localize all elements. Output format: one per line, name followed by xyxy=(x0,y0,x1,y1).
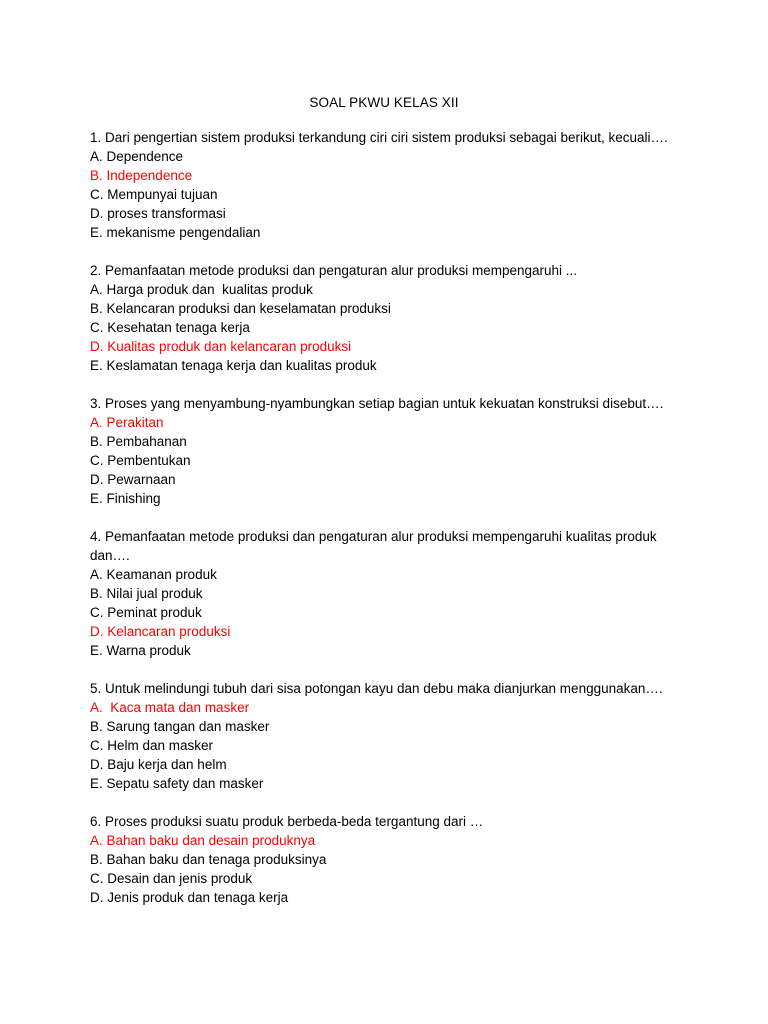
option-e: E. Finishing xyxy=(90,491,161,506)
option-c: C. Kesehatan tenaga kerja xyxy=(90,320,250,335)
option-b: B. Nilai jual produk xyxy=(90,586,203,601)
question-5 xyxy=(90,679,690,793)
question-text: 5. Untuk melindungi tubuh dari sisa potongan kayu dan debu maka dianjurkan menggunakan…. xyxy=(90,681,663,696)
option-d-correct-answer: D. Kualitas produk dan kelancaran produksi xyxy=(90,339,352,354)
option-b-correct-answer: B. Independence xyxy=(90,168,193,183)
option-c: C. Mempunyai tujuan xyxy=(90,187,218,202)
question-4 xyxy=(90,527,690,660)
option-a: A. Keamanan produk xyxy=(90,567,217,582)
question-text: 4. Pemanfaatan metode produksi dan pengaturan alur produksi mempengaruhi kualitas produk dan…. xyxy=(90,529,657,563)
option-e: E. Keslamatan tenaga kerja dan kualitas produk xyxy=(90,358,377,373)
option-d-correct-answer: D. Kelancaran produksi xyxy=(90,624,231,639)
option-a: A. Harga produk dan kualitas produk xyxy=(90,282,313,297)
page-title: SOAL PKWU KELAS XII xyxy=(309,95,459,110)
option-a-correct-answer: A. Perakitan xyxy=(90,415,164,430)
question-list xyxy=(90,128,690,926)
question-text: 6. Proses produksi suatu produk berbeda-beda tergantung dari … xyxy=(90,814,484,829)
option-e: E. mekanisme pengendalian xyxy=(90,225,261,240)
option-b: B. Pembahanan xyxy=(90,434,187,449)
option-c: C. Peminat produk xyxy=(90,605,202,620)
option-c: C. Desain dan jenis produk xyxy=(90,871,253,886)
question-2 xyxy=(90,261,690,375)
option-a-correct-answer: A. Bahan baku dan desain produknya xyxy=(90,833,316,848)
option-b: B. Bahan baku dan tenaga produksinya xyxy=(90,852,327,867)
question-1 xyxy=(90,128,690,242)
option-d: D. Jenis produk dan tenaga kerja xyxy=(90,890,289,905)
option-d: D. proses transformasi xyxy=(90,206,226,221)
question-text: 1. Dari pengertian sistem produksi terkandung ciri ciri sistem produksi sebagai berikut, kecuali…. xyxy=(90,130,668,145)
option-a: A. Dependence xyxy=(90,149,184,164)
option-c: C. Helm dan masker xyxy=(90,738,214,753)
option-e: E. Warna produk xyxy=(90,643,191,658)
question-text: 2. Pemanfaatan metode produksi dan pengaturan alur produksi mempengaruhi ... xyxy=(90,263,578,278)
question-6 xyxy=(90,812,690,907)
option-c: C. Pembentukan xyxy=(90,453,191,468)
option-d: D. Baju kerja dan helm xyxy=(90,757,227,772)
option-e: E. Sepatu safety dan masker xyxy=(90,776,264,791)
option-d: D. Pewarnaan xyxy=(90,472,176,487)
option-a-correct-answer: A. Kaca mata dan masker xyxy=(90,700,250,715)
question-3 xyxy=(90,394,690,508)
question-text: 3. Proses yang menyambung-nyambungkan setiap bagian untuk kekuatan konstruksi disebut…. xyxy=(90,396,664,411)
option-b: B. Kelancaran produksi dan keselamatan produksi xyxy=(90,301,391,316)
option-b: B. Sarung tangan dan masker xyxy=(90,719,270,734)
